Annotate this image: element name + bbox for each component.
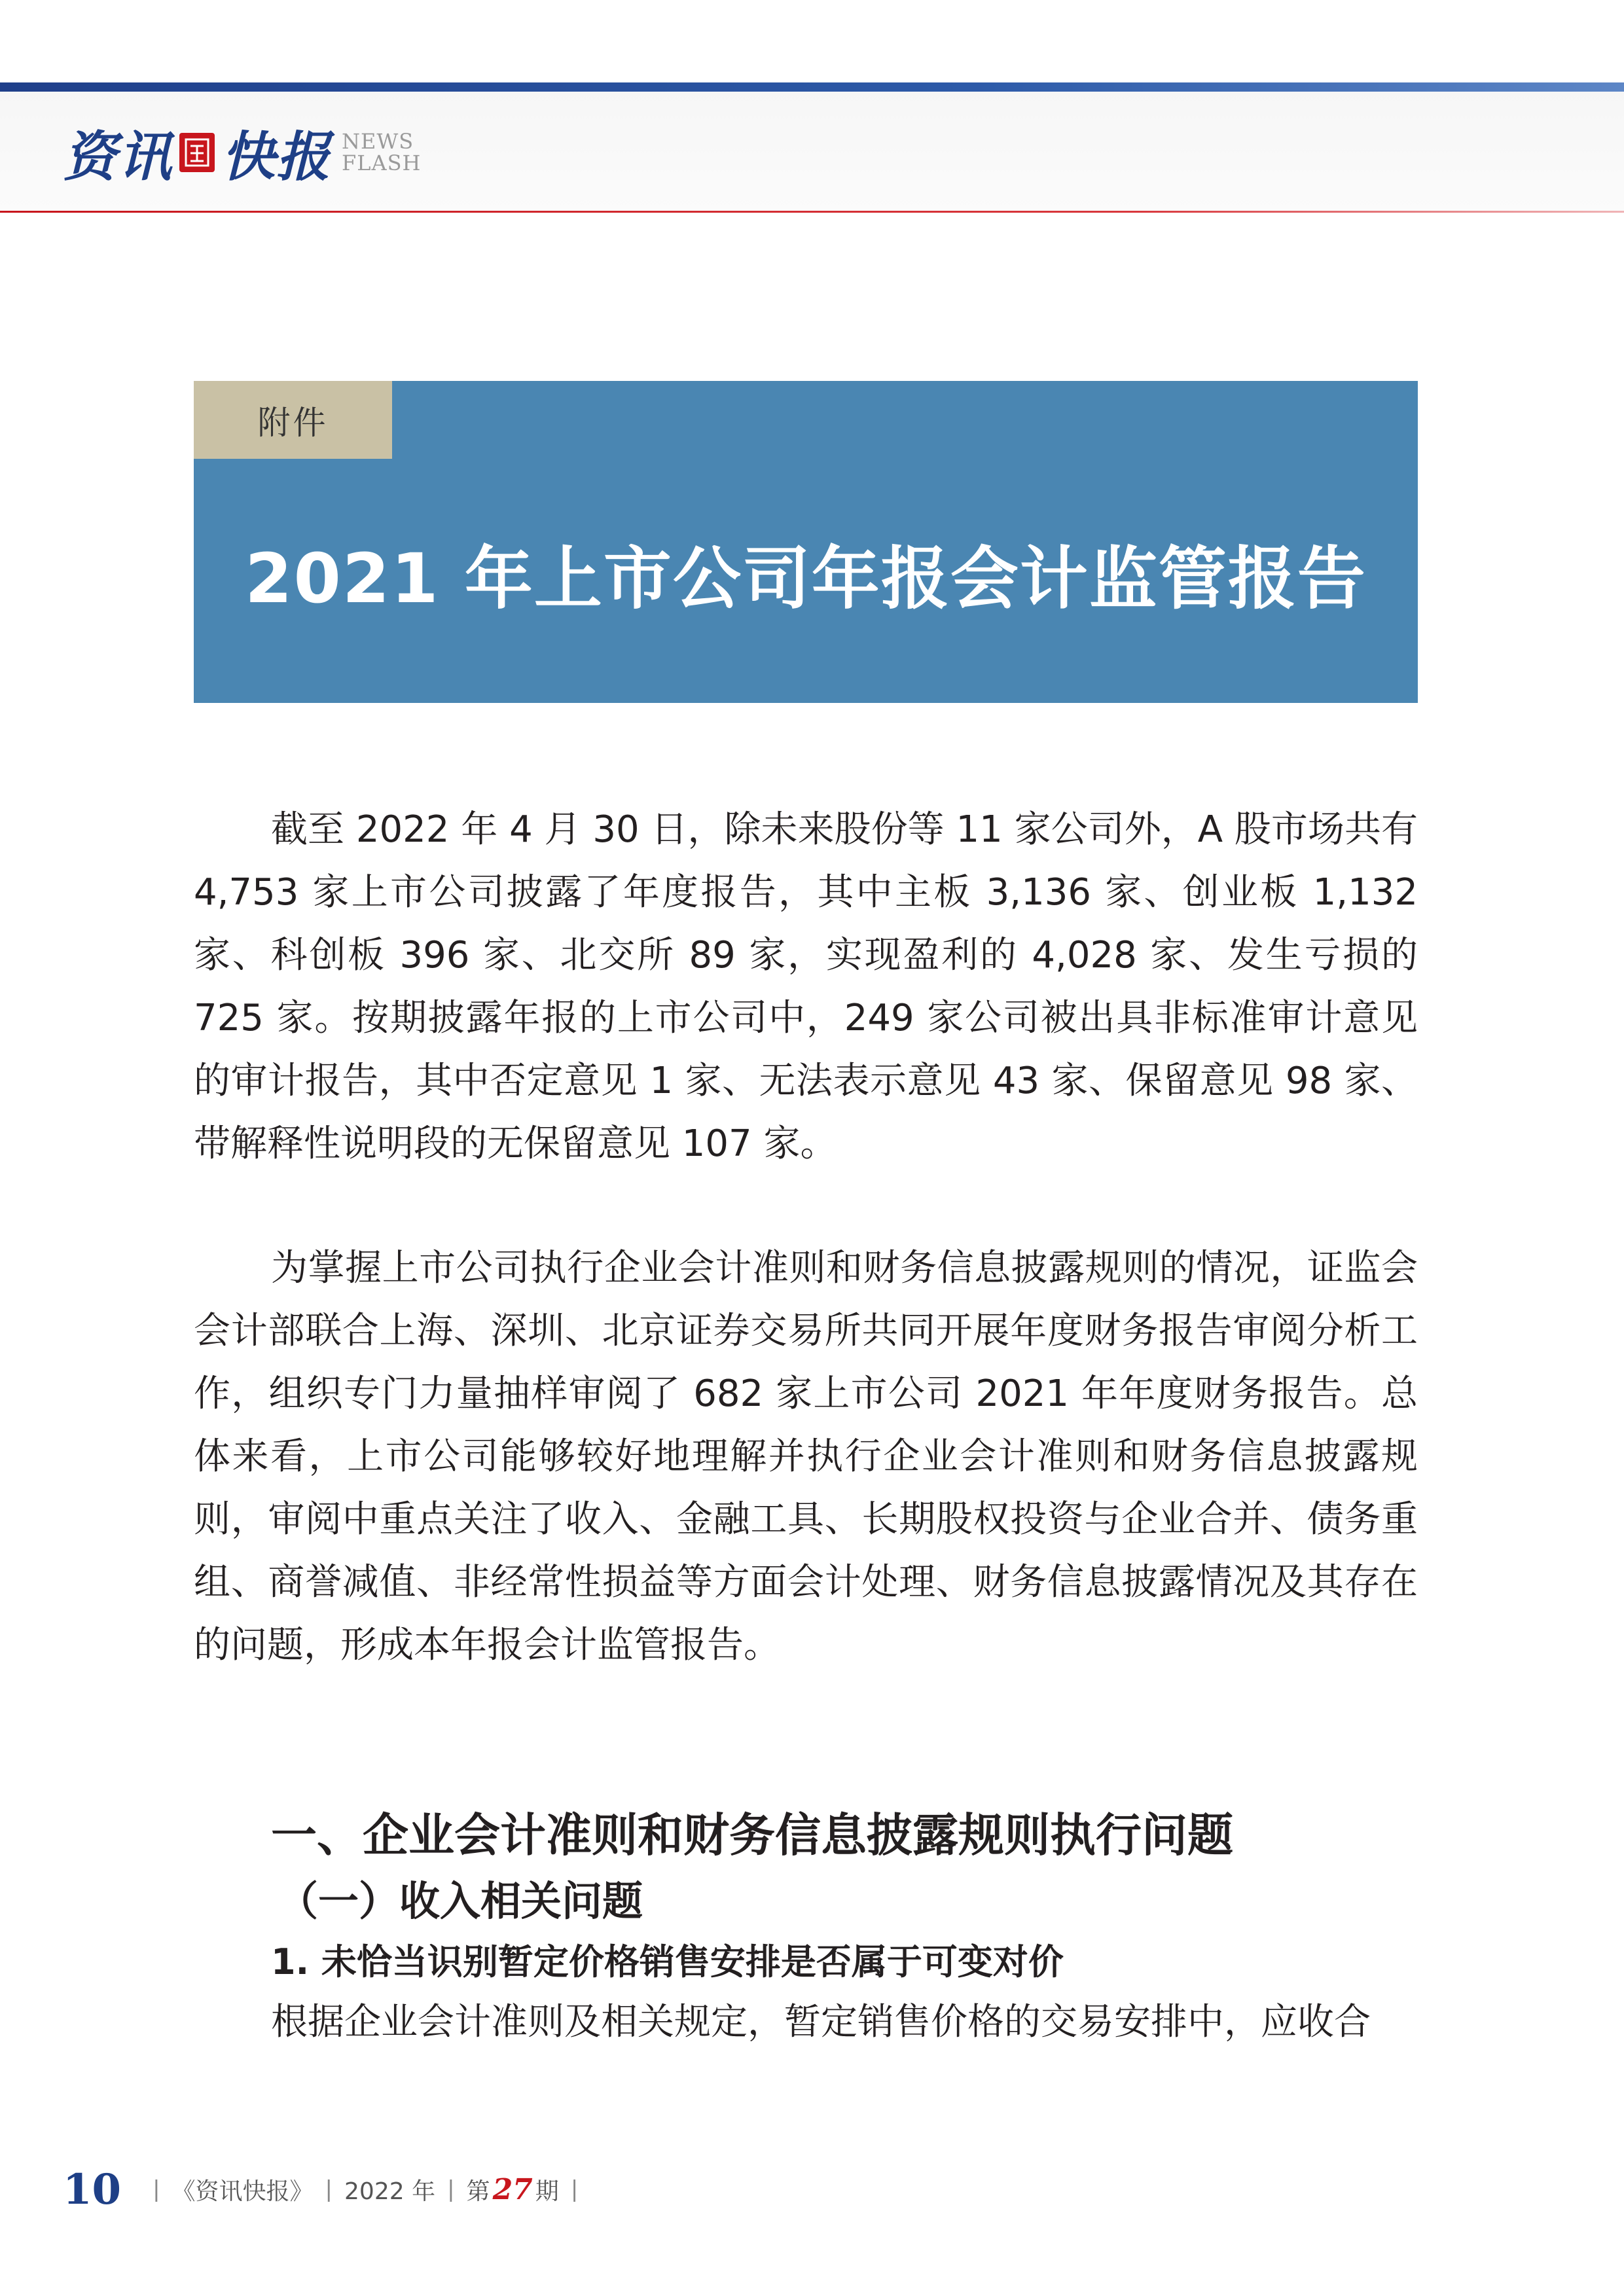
footer-year: 2022 年 <box>344 2178 436 2205</box>
header-red-rule <box>0 211 1624 213</box>
body-paragraph-1: 截至 2022 年 4 月 30 日，除未来股份等 11 家公司外，A 股市场共有 4,753 家上市公司披露了年度报告，其中主板 3,136 家、创业板 1,132 家、科创板 396 家、北交所 89 家，实现盈利的 4,028 家、发生亏损的 725 家。按期披露年报的上市公司中，249 家公司被出具非标准审计意见的审计报告，其中否定意见 1 家、无法表示意见 43 家、保留意见 98 家、带解释性说明段的无保留意见 107 家。 <box>194 808 1418 1165</box>
brand-english-line2: FLASH <box>342 151 422 175</box>
body-paragraph-3: 根据企业会计准则及相关规定，暂定销售价格的交易安排中，应收合 <box>271 2001 1371 2043</box>
brand-name-part2: 快报 <box>221 125 331 188</box>
footer-issue-suffix: 期 <box>535 2178 559 2205</box>
item-heading: 1. 未恰当识别暂定价格销售安排是否属于可变对价 <box>271 1941 1064 1982</box>
subsection-heading: （一）收入相关问题 <box>278 1877 643 1925</box>
footer-publication: 《资讯快报》 <box>171 2178 314 2205</box>
footer-issue-number: 27 <box>492 2172 533 2206</box>
section-heading: 一、企业会计准则和财务信息披露规则执行问题 <box>271 1808 1233 1862</box>
brand-name-part1: 资讯 <box>63 125 173 188</box>
footer-separator: | <box>325 2176 333 2202</box>
red-seal-icon <box>179 133 215 172</box>
footer-separator: | <box>447 2176 455 2202</box>
page-footer <box>63 2160 590 2219</box>
footer-issue-prefix: 第 <box>466 2178 490 2205</box>
header-blue-rule <box>0 82 1624 92</box>
brand-english-line1: NEWS <box>342 129 414 154</box>
attachment-tag: 附件 <box>194 381 392 459</box>
body-paragraph-2: 为掌握上市公司执行企业会计准则和财务信息披露规则的情况，证监会会计部联合上海、深圳、北京证券交易所共同开展年度财务报告审阅分析工作，组织专门力量抽样审阅了 682 家上市公司 2021 年年度财务报告。总体来看，上市公司能够较好地理解并执行企业会计准则和财务信息披露规则，审阅中重点关注了收入、金融工具、长期股权投资与企业合并、债务重组、商誉减值、非经常性损益等方面会计处理、财务信息披露情况及其存在的问题，形成本年报会计监管报告。 <box>194 1247 1418 1666</box>
page-title: 2021 年上市公司年报会计监管报告 <box>245 539 1367 619</box>
brand-logo <box>63 117 421 188</box>
footer-separator: | <box>570 2176 579 2202</box>
brand-english <box>342 131 421 174</box>
page-number: 10 <box>63 2164 122 2214</box>
footer-separator: | <box>153 2176 160 2202</box>
